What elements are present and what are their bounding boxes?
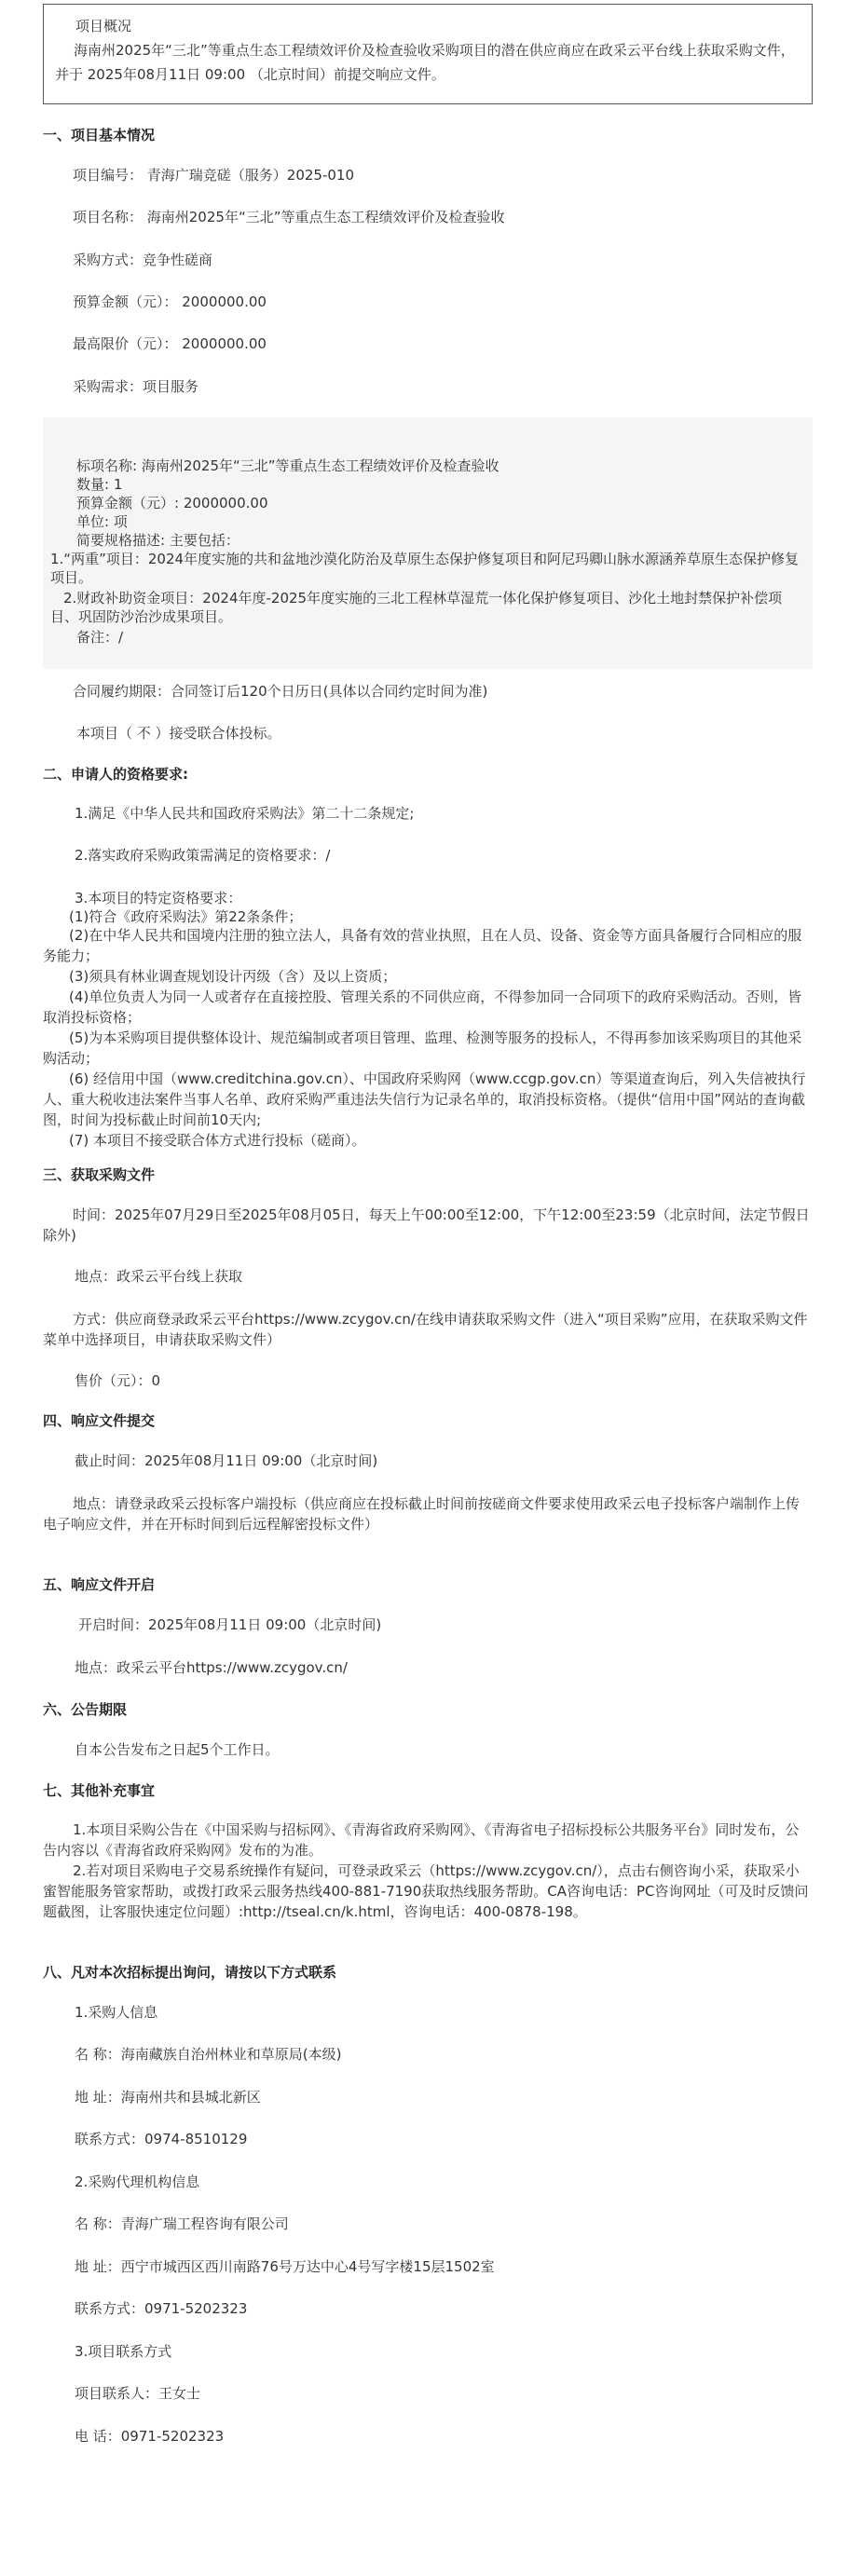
section-5-heading: 五、响应文件开启: [43, 1576, 156, 1593]
lot-spec: 简要规格描述: 主要包括：: [76, 532, 239, 549]
overview-text: 海南州2025年“三北”等重点生态工程绩效评价及检查验收采购项目的潜在供应商应在政采云平台线上获取采购文件，并于 2025年08月11日 09:00 （北京时间）前提交响应文件。: [55, 42, 795, 83]
section-3-heading: 三、获取采购文件: [43, 1166, 156, 1183]
procurement-method: 采购方式：竞争性磋商: [73, 252, 213, 268]
requirement-3-4: (4)单位负责人为同一人或者存在直接控股、管理关系的不同供应商，不得参加同一合同项下的政府采购活动。否则，皆取消投标资格；: [43, 988, 802, 1026]
requirement-3-7: (7) 本项目不接受联合体方式进行投标（磋商）。: [69, 1132, 366, 1149]
requirement-3-3: (3)须具有林业调查规划设计丙级（含）及以上资质；: [69, 968, 397, 985]
lot-details-box: [43, 417, 813, 669]
requirement-3-1: (1)符合《政府采购法》第22条条件；: [69, 908, 303, 925]
lot-spec-item-2: 2.财政补助资金项目：2024年度-2025年度实施的三北工程林草湿荒一体化保护修复项目、沙化土地封禁保护补偿项目、巩固防沙治沙成果项目。: [50, 590, 783, 625]
requirement-3-6: (6) 经信用中国（www.creditchina.gov.cn）、中国政府采购网（www.ccgp.gov.cn）等渠道查询后，列入失信被执行人、重大税收违法案件当事人名单、政府采购严重违法失信行为记录名单的，取消投标资格。（提供“信用中国”网站的查询截图，时间为投标截止时间前10天内;: [43, 1070, 806, 1128]
agency-phone: 联系方式：0971-5202323: [75, 2300, 248, 2317]
purchaser-name: 名 称：海南藏族自治州林业和草原局(本级): [75, 2046, 342, 2063]
lot-unit: 单位: 项: [76, 513, 128, 530]
section-6-heading: 六、公告期限: [43, 1701, 128, 1718]
requirement-3-2: (2)在中华人民共和国境内注册的独立法人，具备有效的营业执照，且在人员、设备、资金等方面具备履行合同相应的服务能力；: [43, 927, 802, 964]
max-price: 最高限价（元）： 2000000.00: [73, 335, 267, 352]
contact-person: 项目联系人：王女士: [75, 2385, 201, 2402]
agency-name: 名 称：青海广瑞工程咨询有限公司: [75, 2215, 289, 2232]
document-price: 售价（元）：0: [75, 1372, 161, 1389]
lot-quantity: 数量: 1: [76, 476, 123, 493]
overview-title: 项目概况: [75, 18, 132, 34]
agency-address: 地 址：西宁市城西区西川南路76号万达中心4号写字楼15层1502室: [75, 2258, 495, 2275]
section-1-heading: 一、项目基本情况: [43, 127, 156, 143]
section-4-heading: 四、响应文件提交: [43, 1412, 156, 1429]
contact-phone: 电 话：0971-5202323: [75, 2428, 225, 2445]
purchaser-title: 1.采购人信息: [75, 2004, 158, 2021]
supplement-1: 1.本项目采购公告在《中国采购与招标网》、《青海省政府采购网》、《青海省电子招标投标公共服务平台》同时发布，公告内容以《青海省政府采购网》发布的为准。: [43, 1821, 800, 1859]
lot-note: 备注：/: [76, 629, 124, 646]
budget-amount: 预算金额（元）： 2000000.00: [73, 293, 267, 310]
project-name: 项目名称： 海南州2025年“三北”等重点生态工程绩效评价及检查验收: [73, 209, 505, 225]
contract-period: 合同履约期限：合同签订后120个日历日(具体以合同约定时间为准): [73, 683, 488, 700]
acquire-place: 地点：政采云平台线上获取: [75, 1268, 243, 1285]
purchaser-address: 地 址：海南州共和县城北新区: [75, 2089, 261, 2106]
lot-budget: 预算金额（元）: 2000000.00: [76, 495, 268, 511]
submit-deadline: 截止时间：2025年08月11日 09:00（北京时间): [75, 1452, 378, 1469]
submit-place: 地点：请登录政采云投标客户端投标（供应商应在投标截止时间前按磋商文件要求使用政采云电子投标客户端制作上传电子响应文件，并在开标时间到后远程解密投标文件）: [43, 1495, 800, 1533]
requirement-3-5: (5)为本采购项目提供整体设计、规范编制或者项目管理、监理、检测等服务的投标人，不得再参加该采购项目的其他采购活动；: [43, 1029, 802, 1067]
section-2-heading: 二、申请人的资格要求:: [43, 766, 188, 783]
contact-title: 3.项目联系方式: [75, 2343, 172, 2360]
purchaser-phone: 联系方式：0974-8510129: [75, 2131, 248, 2147]
lot-spec-item-1: 1.“两重”项目：2024年度实施的共和盆地沙漠化防治及草原生态保护修复项目和阿尼玛卿山脉水源涵养草原生态保护修复项目。: [50, 551, 800, 586]
requirement-2: 2.落实政府采购政策需满足的资格要求：/: [75, 847, 331, 864]
section-8-heading: 八、凡对本次招标提出询问，请按以下方式联系: [43, 1964, 337, 1981]
supplement-2: 2.若对项目采购电子交易系统操作有疑问，可登录政采云（https://www.zcygov.cn/），点击右侧咨询小采，获取采小蜜智能服务管家帮助，或拨打政采云服务热线400-881-7190获取热线服务帮助。CA咨询电话：PC咨询网址（可及时反馈问题截图，让客服快速定位问题）:http://tseal.cn/k.html，咨询电话：400-0878-198。: [43, 1862, 809, 1920]
lot-name: 标项名称: 海南州2025年“三北”等重点生态工程绩效评价及检查验收: [76, 457, 499, 474]
overview-box: [43, 4, 813, 104]
procurement-demand: 采购需求：项目服务: [73, 378, 199, 395]
project-number: 项目编号： 青海广瑞竞磋（服务）2025-010: [73, 167, 354, 184]
requirement-1: 1.满足《中华人民共和国政府采购法》第二十二条规定;: [75, 805, 415, 822]
consortium-note: 本项目（ 不 ）接受联合体投标。: [76, 725, 281, 742]
opening-time: 开启时间：2025年08月11日 09:00（北京时间): [78, 1616, 382, 1633]
opening-place: 地点：政采云平台https://www.zcygov.cn/: [75, 1659, 348, 1676]
notice-period: 自本公告发布之日起5个工作日。: [75, 1741, 280, 1758]
agency-title: 2.采购代理机构信息: [75, 2174, 200, 2190]
section-7-heading: 七、其他补充事宜: [43, 1782, 156, 1799]
requirement-3-title: 3.本项目的特定资格要求：: [75, 890, 242, 906]
acquire-time: 时间：2025年07月29日至2025年08月05日，每天上午00:00至12:00，下午12:00至23:59（北京时间，法定节假日除外): [43, 1206, 810, 1244]
acquire-method: 方式：供应商登录政采云平台https://www.zcygov.cn/在线申请获取采购文件（进入“项目采购”应用，在获取采购文件菜单中选择项目，申请获取采购文件）: [43, 1311, 808, 1348]
